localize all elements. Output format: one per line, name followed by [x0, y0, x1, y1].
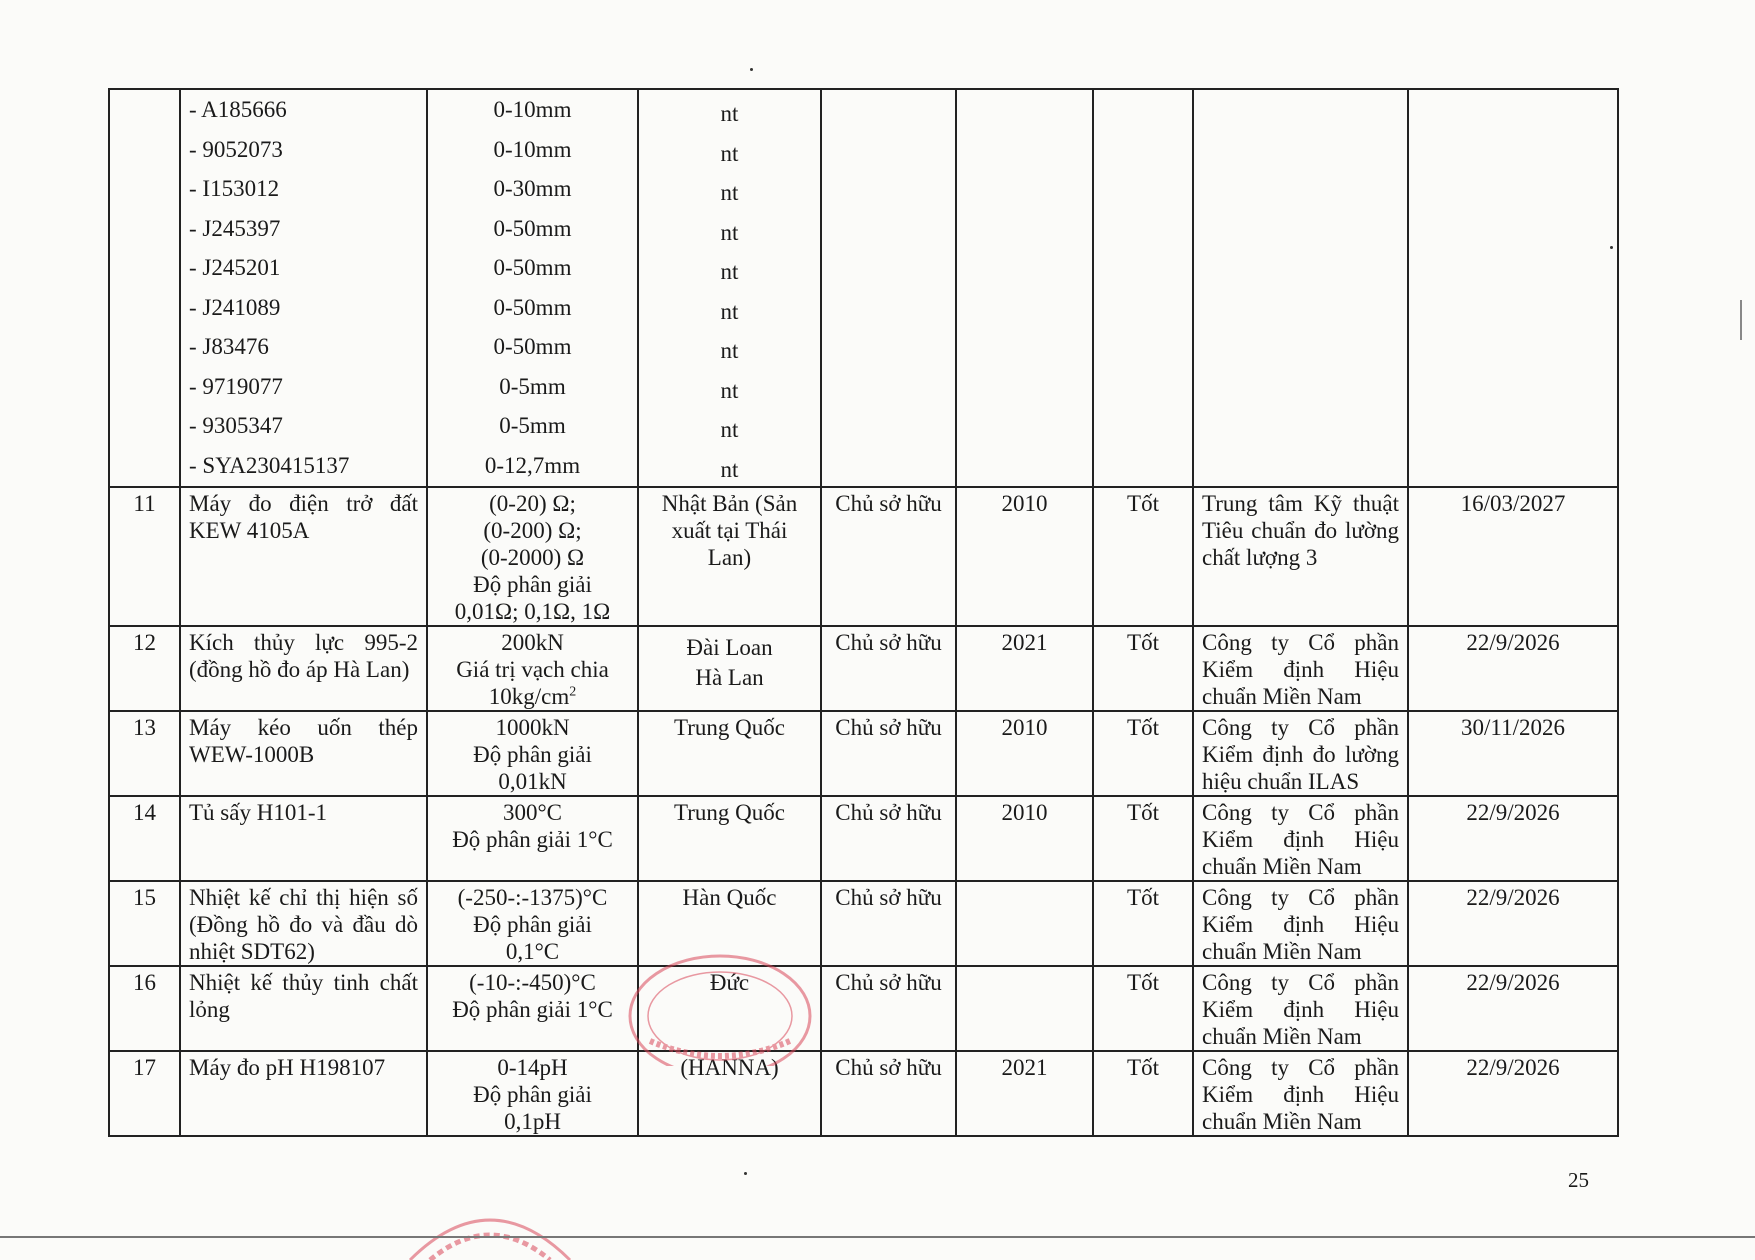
ownership-cell: [821, 89, 956, 487]
serial-item: - I153012: [189, 176, 280, 201]
calibration-cell: Công ty Cổ phần Kiểm định Hiệu chuẩn Miền Nam: [1193, 626, 1408, 711]
range-cell-text: Độ phân giải 1°C: [452, 997, 613, 1022]
ownership-cell: Chủ sở hữu: [821, 487, 956, 626]
equipment-table-body: [109, 89, 1618, 1136]
range-item: 0-5mm: [499, 413, 566, 438]
table-row: [109, 1051, 1618, 1136]
origin-item: nt: [720, 180, 739, 205]
origin-cell-text: Hà Lan: [695, 665, 764, 690]
origin-cell-line: [647, 884, 812, 911]
expiry-cell: 16/03/2027: [1408, 487, 1618, 626]
range-cell-text: 10kg/cm: [488, 684, 570, 709]
range-cell: [427, 487, 638, 626]
origin-item: nt: [720, 377, 739, 403]
range-cell-text: (0-200) Ω;: [483, 518, 582, 543]
origin-cell: [638, 487, 821, 626]
range-cell-text: Độ phân giải 1°C: [452, 827, 613, 852]
condition-cell: Tốt: [1093, 487, 1193, 626]
year-cell: [956, 89, 1093, 487]
range-cell-line: [436, 714, 629, 741]
year-cell: 2010: [956, 487, 1093, 626]
origin-cell-line: [647, 490, 812, 517]
equipment-name-cell: Nhiệt kế thủy tinh chất lỏng: [180, 966, 427, 1051]
range-cell: [427, 711, 638, 796]
origin-cell-text: Đức: [709, 970, 750, 995]
serial-list-cell: [180, 89, 427, 487]
year-cell: 2021: [956, 626, 1093, 711]
stt-cell: 15: [109, 881, 180, 966]
page-number: 25: [1568, 1168, 1589, 1192]
origin-item: nt: [720, 338, 739, 363]
expiry-cell: 22/9/2026: [1408, 881, 1618, 966]
scan-bottom-rule: [0, 1236, 1755, 1238]
condition-cell: Tốt: [1093, 881, 1193, 966]
origin-cell-text: Trung Quốc: [674, 715, 785, 740]
range-cell-line: [436, 490, 629, 517]
origin-item: nt: [720, 219, 739, 245]
condition-cell: Tốt: [1093, 711, 1193, 796]
expiry-cell: 30/11/2026: [1408, 711, 1618, 796]
serial-item: - SYA230415137: [189, 452, 350, 478]
range-cell-text: 0,1pH: [504, 1109, 561, 1134]
range-cell-text: 0-14pH: [497, 1055, 568, 1080]
equipment-name-cell: Tủ sấy H101-1: [180, 796, 427, 881]
range-cell-text: Độ phân giải: [473, 1082, 592, 1107]
range-cell-line: [436, 544, 629, 571]
equipment-name-cell: Máy đo pH H198107: [180, 1051, 427, 1136]
ownership-cell: Chủ sở hữu: [821, 711, 956, 796]
range-item: 0-10mm: [493, 97, 572, 122]
equipment-name-cell: Nhiệt kế chỉ thị hiện số (Đồng hồ đo và đầu dò nhiệt SDT62): [180, 881, 427, 966]
origin-item: nt: [720, 259, 739, 284]
range-item: 0-50mm: [493, 255, 572, 280]
range-cell-text: (0-2000) Ω: [480, 545, 585, 570]
origin-cell-text: Đài Loan: [686, 635, 773, 660]
range-cell-line: [436, 598, 629, 625]
origin-cell-text: (HANNA): [680, 1055, 779, 1080]
equipment-name-cell: Kích thủy lực 995-2 (đồng hồ đo áp Hà Lan): [180, 626, 427, 711]
range-item: 0-50mm: [493, 294, 572, 320]
origin-cell-line: [647, 544, 812, 571]
range-cell: [427, 1051, 638, 1136]
origin-item: nt: [720, 298, 739, 324]
range-cell: [427, 881, 638, 966]
stt-cell: [109, 89, 180, 487]
unit-superscript: 2: [569, 684, 577, 700]
origin-cell-text: Trung Quốc: [674, 800, 785, 825]
table-row: [109, 711, 1618, 796]
calibration-cell: Công ty Cổ phần Kiểm định đo lường hiệu chuẩn ILAS: [1193, 711, 1408, 796]
scan-speck: [1610, 246, 1613, 249]
origin-cell: [638, 881, 821, 966]
calibration-cell: Công ty Cổ phần Kiểm định Hiệu chuẩn Miền Nam: [1193, 966, 1408, 1051]
stt-cell: 16: [109, 966, 180, 1051]
range-cell-text: 1000kN: [495, 715, 570, 740]
range-cell-text: Độ phân giải: [473, 742, 592, 767]
range-cell-line: [436, 1108, 629, 1135]
range-cell-line: [436, 683, 629, 710]
serial-item: - A185666: [189, 97, 287, 122]
range-cell: [427, 796, 638, 881]
calibration-cell: [1193, 89, 1408, 487]
table-row: [109, 487, 1618, 626]
year-cell: [956, 881, 1093, 966]
range-item: 0-5mm: [499, 373, 566, 399]
origin-cell-text: Hàn Quốc: [682, 885, 777, 910]
ownership-cell: Chủ sở hữu: [821, 881, 956, 966]
scan-edge-mark: [1740, 300, 1742, 340]
scan-speck: [750, 68, 753, 71]
range-cell-line: [436, 571, 629, 598]
condition-cell: Tốt: [1093, 796, 1193, 881]
calibration-cell: Công ty Cổ phần Kiểm định Hiệu chuẩn Miền Nam: [1193, 796, 1408, 881]
range-cell-line: [436, 741, 629, 768]
range-cell-text: (-10-:-450)°C: [469, 970, 596, 995]
table-row: [109, 881, 1618, 966]
condition-cell: Tốt: [1093, 1051, 1193, 1136]
range-cell-line: [436, 826, 629, 853]
range-cell-text: 0,1°C: [505, 939, 560, 964]
serial-item: - 9052073: [189, 136, 283, 162]
range-item: 0-10mm: [493, 136, 572, 162]
range-cell-line: [436, 768, 629, 795]
stt-cell: 11: [109, 487, 180, 626]
range-cell-line: [436, 911, 629, 938]
range-cell-line: [436, 1054, 629, 1081]
year-cell: 2021: [956, 1051, 1093, 1136]
expiry-cell: 22/9/2026: [1408, 626, 1618, 711]
range-cell-text: Giá trị vạch chia: [456, 657, 609, 682]
origin-cell: [638, 626, 821, 711]
origin-cell: [638, 1051, 821, 1136]
table-row: [109, 626, 1618, 711]
origin-item: nt: [720, 456, 739, 482]
range-item: 0-12,7mm: [484, 452, 581, 478]
range-item: 0-50mm: [493, 215, 572, 241]
equipment-name-cell: Máy đo điện trở đất KEW 4105A: [180, 487, 427, 626]
stt-cell: 12: [109, 626, 180, 711]
range-cell-text: 300°C: [502, 800, 563, 825]
table-row: [109, 89, 1618, 487]
stt-cell: 14: [109, 796, 180, 881]
condition-cell: [1093, 89, 1193, 487]
range-cell-text: Độ phân giải: [473, 572, 592, 597]
serial-item: - J245397: [189, 215, 281, 241]
origin-cell: [638, 796, 821, 881]
ownership-cell: Chủ sở hữu: [821, 626, 956, 711]
origin-item: nt: [720, 140, 739, 166]
stt-cell: 13: [109, 711, 180, 796]
year-cell: [956, 966, 1093, 1051]
origin-item: nt: [720, 101, 739, 126]
origin-list-cell: [638, 89, 821, 487]
range-item: 0-50mm: [493, 334, 572, 359]
serial-item: - 9305347: [189, 413, 283, 438]
equipment-table: [108, 88, 1619, 1137]
origin-cell-text: Nhật Bản (Sản: [661, 491, 798, 516]
range-cell-line: [436, 1081, 629, 1108]
range-cell-line: [436, 656, 629, 683]
origin-item: nt: [720, 417, 739, 442]
origin-cell-line: [647, 1054, 812, 1081]
origin-cell-line: [647, 663, 812, 693]
stt-cell: 17: [109, 1051, 180, 1136]
condition-cell: Tốt: [1093, 626, 1193, 711]
origin-cell-text: Lan): [707, 545, 752, 570]
range-cell-text: (0-20) Ω;: [489, 491, 576, 516]
origin-cell-text: xuất tại Thái: [671, 518, 788, 543]
range-cell-text: 200kN: [501, 630, 564, 655]
range-cell-text: (-250-:-1375)°C: [457, 885, 608, 910]
ownership-cell: Chủ sở hữu: [821, 1051, 956, 1136]
range-cell-line: [436, 996, 629, 1023]
calibration-cell: Trung tâm Kỹ thuật Tiêu chuẩn đo lường chất lượng 3: [1193, 487, 1408, 626]
serial-item: - J241089: [189, 294, 281, 320]
origin-cell-line: [647, 799, 812, 826]
seal-stamp-icon: [400, 1200, 580, 1260]
range-cell: [427, 626, 638, 711]
range-cell-line: [436, 799, 629, 826]
range-cell-text: 0,01Ω; 0,1Ω, 1Ω: [454, 599, 611, 624]
calibration-cell: Công ty Cổ phần Kiểm định Hiệu chuẩn Miền Nam: [1193, 881, 1408, 966]
range-cell-text: Độ phân giải: [473, 912, 592, 937]
origin-cell-line: [647, 517, 812, 544]
origin-cell: [638, 966, 821, 1051]
origin-cell-line: [647, 633, 812, 663]
ownership-cell: Chủ sở hữu: [821, 796, 956, 881]
range-cell-line: [436, 938, 629, 965]
condition-cell: Tốt: [1093, 966, 1193, 1051]
expiry-cell: [1408, 89, 1618, 487]
origin-cell-line: [647, 714, 812, 741]
ownership-cell: Chủ sở hữu: [821, 966, 956, 1051]
serial-item: - J245201: [189, 255, 281, 280]
equipment-name-cell: Máy kéo uốn thép WEW-1000B: [180, 711, 427, 796]
range-item: 0-30mm: [493, 176, 572, 201]
expiry-cell: 22/9/2026: [1408, 796, 1618, 881]
serial-item: - 9719077: [189, 373, 283, 399]
origin-cell: [638, 711, 821, 796]
expiry-cell: 22/9/2026: [1408, 966, 1618, 1051]
range-cell-line: [436, 884, 629, 911]
table-row: [109, 796, 1618, 881]
range-cell-text: 0,01kN: [498, 769, 567, 794]
scan-speck: [744, 1172, 747, 1175]
expiry-cell: 22/9/2026: [1408, 1051, 1618, 1136]
year-cell: 2010: [956, 711, 1093, 796]
origin-cell-line: [647, 969, 812, 996]
calibration-cell: Công ty Cổ phần Kiểm định Hiệu chuẩn Miền Nam: [1193, 1051, 1408, 1136]
year-cell: 2010: [956, 796, 1093, 881]
range-cell-line: [436, 629, 629, 656]
range-cell-line: [436, 517, 629, 544]
range-list-cell: [427, 89, 638, 487]
range-cell-line: [436, 969, 629, 996]
serial-item: - J83476: [189, 334, 269, 359]
range-cell: [427, 966, 638, 1051]
table-row: [109, 966, 1618, 1051]
